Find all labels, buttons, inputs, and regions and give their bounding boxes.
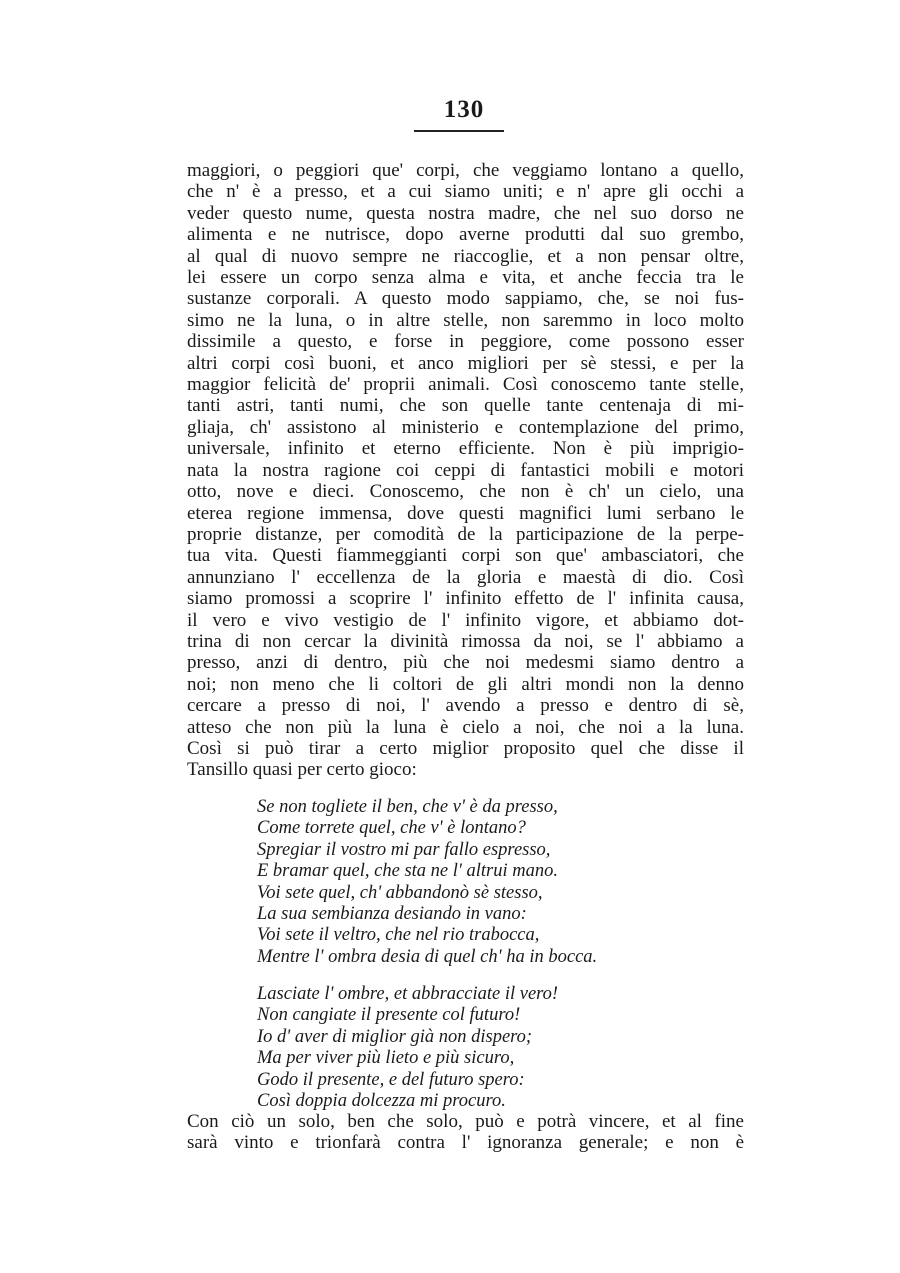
text-line: trina di non cercar la divinità rimossa da noi, se l' abbiamo a <box>187 630 744 652</box>
header-rule <box>414 130 504 132</box>
text-line: veder questo nume, questa nostra madre, che nel suo dorso ne <box>187 202 744 224</box>
verse-line: Io d' aver di miglior già non dispero; <box>257 1026 533 1047</box>
text-line: annunziano l' eccellenza de la gloria e maestà di dio. Così <box>187 566 744 588</box>
verse-line: Se non togliete il ben, che v' è da presso, <box>257 797 558 817</box>
text-line: proprie distanze, per comodità de la participazione de la perpe- <box>187 523 744 545</box>
text-line: tanti astri, tanti numi, che son quelle tante centenaja di mi- <box>187 395 744 417</box>
text-line: eterea regione immensa, dove questi magnifici lumi serbano le <box>187 502 744 524</box>
text-line: universale, infinito et eterno efficiente. Non è più imprigio- <box>187 438 744 460</box>
text-line: tua vita. Questi fiammeggianti corpi son que' ambasciatori, che <box>187 545 744 567</box>
text-line: dissimile a questo, e forse in peggiore, come possono esser <box>187 331 744 353</box>
text-line: nata la nostra ragione coi ceppi di fantastici mobili e motori <box>187 459 744 481</box>
verse-line: La sua sembianza desiando in vano: <box>257 904 527 925</box>
verse-line: Lasciate l' ombre, et abbracciate il vero! <box>257 984 559 1004</box>
verse-line: Come torrete quel, che v' è lontano? <box>257 818 526 839</box>
text-line: il vero e vivo vestigio de l' infinito vigore, et abbiamo dot- <box>187 609 744 631</box>
text-line: Così si può tirar a certo miglior proposito quel che disse il <box>187 737 744 759</box>
page-number: 130 <box>443 96 485 123</box>
verse-line: Ma per viver più lieto e più sicuro, <box>257 1048 515 1069</box>
text-line: simo ne la luna, o in altre stelle, non saremmo in loco molto <box>187 309 744 331</box>
verse-line: Non cangiate il presente col futuro! <box>257 1005 521 1026</box>
paragraph-1 <box>187 160 744 781</box>
text-line: Con ciò un solo, ben che solo, può e potrà vincere, et al fine <box>187 1111 744 1132</box>
text-line: maggior felicità de' proprii animali. Così conoscemo tante stelle, <box>187 374 744 396</box>
text-line: noi; non meno che li coltori de gli altri mondi non la denno <box>187 673 744 695</box>
text-line: lei essere un corpo senza alma e vita, et anche feccia tra le <box>187 267 744 289</box>
verse-line: Spregiar il vostro mi par fallo espresso, <box>257 839 551 860</box>
verse-line: Mentre l' ombra desia di quel ch' ha in bocca. <box>257 946 598 967</box>
text-line: otto, nove e dieci. Conoscemo, che non è ch' un cielo, una <box>187 481 744 503</box>
text-line: altri corpi così buoni, et anco migliori per sè stessi, e per la <box>187 352 744 374</box>
text-line: al qual di nuovo sempre ne riaccoglie, et a non pensar oltre, <box>187 245 744 267</box>
verse-stanza-1 <box>257 797 597 968</box>
text-line: alimenta e ne nutrisce, dopo averne produtti dal suo grembo, <box>187 224 744 246</box>
text-line: siamo promossi a scoprire l' infinito effetto de l' infinita causa, <box>187 588 744 610</box>
paragraph-2 <box>187 1111 744 1154</box>
text-line: sustanze corporali. A questo modo sappiamo, che, se noi fus- <box>187 288 744 310</box>
verse-stanza-2 <box>257 984 558 1112</box>
verse-line: E bramar quel, che sta ne l' altrui mano. <box>257 861 558 882</box>
text-line: Tansillo quasi per certo gioco: <box>187 759 417 781</box>
text-line: che n' è a presso, et a cui siamo uniti; e n' apre gli occhi a <box>187 181 744 203</box>
text-line: atteso che non più la luna è cielo a noi, che noi a la luna. <box>187 716 744 738</box>
text-line: maggiori, o peggiori que' corpi, che veggiamo lontano a quello, <box>187 160 744 181</box>
verse-line: Voi sete il veltro, che nel rio trabocca, <box>257 925 540 946</box>
verse-line: Voi sete quel, ch' abbandonò sè stesso, <box>257 882 543 903</box>
text-line: presso, anzi di dentro, più che noi medesmi siamo dentro a <box>187 652 744 674</box>
verse-line: Godo il presente, e del futuro spero: <box>257 1069 525 1090</box>
text-line: gliaja, ch' assistono al ministerio e contemplazione del primo, <box>187 416 744 438</box>
text-line: cercare a presso di noi, l' avendo a presso e dentro di sè, <box>187 695 744 717</box>
verse-line: Così doppia dolcezza mi procuro. <box>257 1091 506 1112</box>
text-line: sarà vinto e trionfarà contra l' ignoranza generale; e non è <box>187 1132 744 1154</box>
